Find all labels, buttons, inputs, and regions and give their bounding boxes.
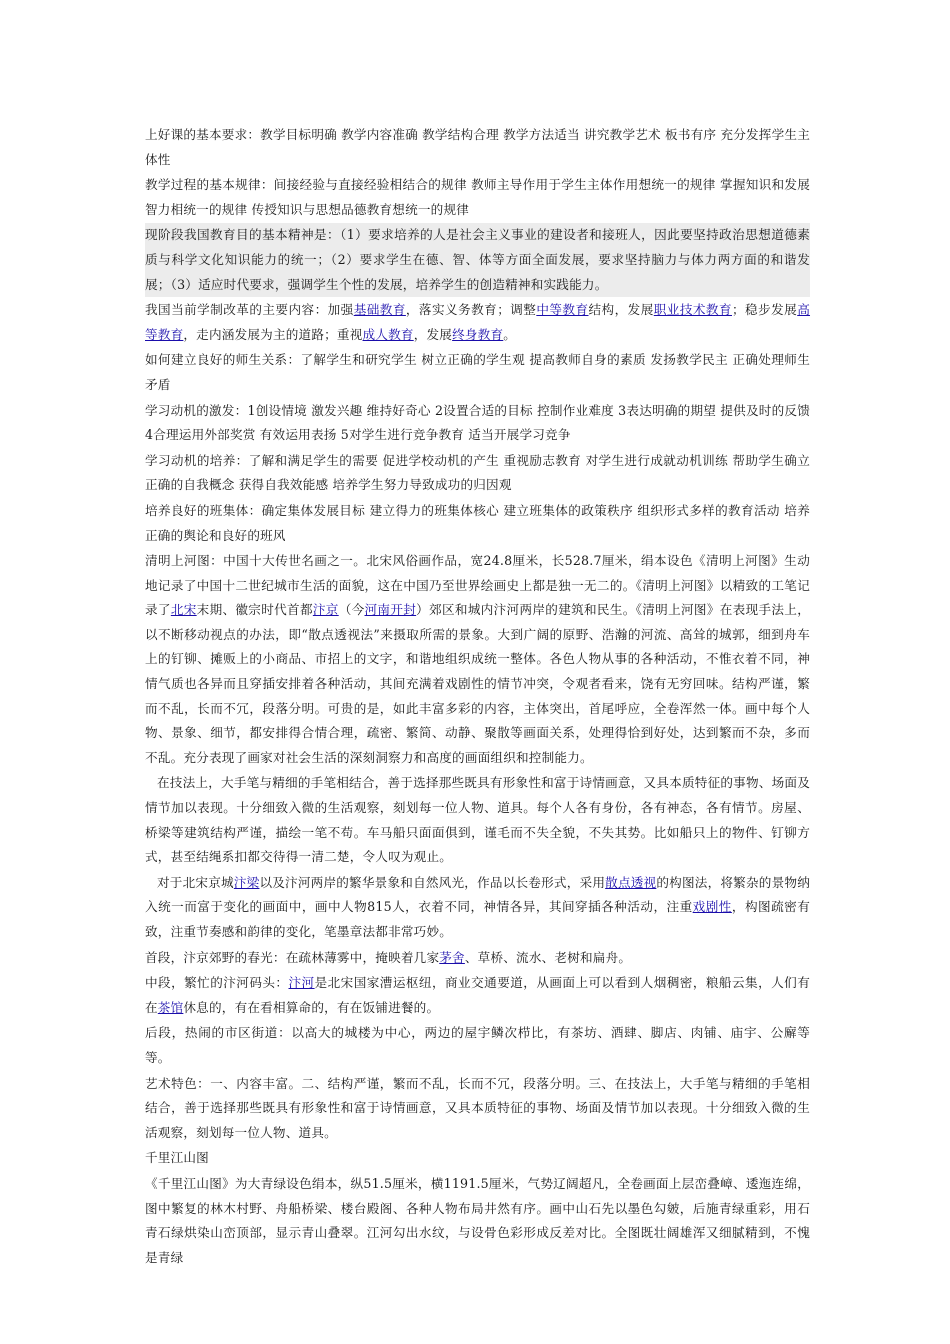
paragraph-p2 — [145, 173, 810, 222]
hyperlink[interactable]: 职业技术教育 — [653, 302, 732, 318]
paragraph-p12 — [145, 946, 810, 971]
hyperlink[interactable]: 茅舍 — [439, 949, 465, 965]
text-run: ，走内涵发展为主的道路；重视 — [183, 326, 363, 342]
text-run: （今 — [338, 602, 365, 618]
paragraph-p17 — [145, 1172, 810, 1270]
document-body — [145, 123, 810, 1270]
text-run: 上好课的基本要求：教学目标明确 教学内容准确 教学结构合理 教学方法适当 讲究教学艺术 板书有序 充分发挥学生主体性 — [145, 127, 810, 167]
paragraph-p1 — [145, 123, 810, 172]
hyperlink[interactable]: 汴河 — [288, 975, 315, 991]
paragraph-p14 — [145, 1021, 810, 1070]
paragraph-p3 — [145, 223, 810, 297]
text-run: 《千里江山图》为大青绿设色绢本，纵51.5厘米，横1191.5厘米，气势辽阔超凡，全卷画面上层峦叠嶂、逶迤连绵，图中繁复的林木村野、舟船桥梁、楼台殿阁、各种人物布局井然有序。画中山石先以墨色勾皴，后施青绿重彩，用石青石绿烘染山峦顶部，显示青山叠翠。江河勾出水纹，与设骨色彩形成反差对比。全图既壮阔雄浑又细腻精到，不愧是青绿 — [145, 1175, 810, 1265]
paragraph-p15 — [145, 1072, 810, 1146]
text-run: 如何建立良好的师生关系：了解学生和研究学生 树立正确的学生观 提高教师自身的素质 发扬教学民主 正确处理师生矛盾 — [145, 352, 810, 392]
text-run: 末期、徽宗时代首都 — [196, 602, 313, 618]
text-run: ）郊区和城内汴河两岸的建筑和民生。《清明上河图》在表现手法上，以不断移动视点的办法，即“散点透视法”来摄取所需的景象。大到广阔的原野、浩瀚的河流、高耸的城郭，细到舟车上的钉铆、摊贩上的小商品、市招上的文字，和谐地组织成统一整体。各色人物从事的各种活动，不惟衣着不同，神情气质也各异而且穿插安排着各种活动，其间充满着戏剧性的情节冲突，令观者看来，饶有无穷回味。结构严谨，繁而不乱，长而不冗，段落分明。可贵的是，如此丰富多彩的内容，主体突出，首尾呼应，全卷浑然一体。画中每个人物、景象、细节，都安排得合情合理，疏密、繁简、动静、聚散等画面关系，处理得恰到好处，达到繁而不杂，多而不乱。充分表现了画家对社会生活的深刻洞察力和高度的画面组织和控制能力。 — [145, 602, 810, 765]
paragraph-p11 — [145, 871, 810, 945]
paragraph-p10 — [145, 771, 810, 869]
text-run: 在技法上，大手笔与精细的手笔相结合，善于选择那些既具有形象性和富于诗情画意，又具本质特征的事物、场面及情节加以表现。十分细致入微的生活观察，刻划每一位人物、道具。每个人各有身份，各有神态，各有情节。房屋、桥梁等建筑结构严谨，描绘一笔不苟。车马船只面面俱到，谨毛而不失全貌，不失其势。比如船只上的物件、钉铆方式，甚至结绳系扣都交待得一清二楚，令人叹为观止。 — [145, 775, 810, 865]
text-run: 我国当前学制改革的主要内容：加强 — [145, 302, 354, 318]
hyperlink[interactable]: 中等教育 — [536, 302, 589, 318]
text-run: 清明上河图：中国十大传世名画之一。北宋风俗画作品，宽24.8厘米，长528.7厘米，绢本设色《清明上河图》生动地记录了中国十二世纪城市生活的面貌，这在中国乃至世界绘画史上都是独一无二的。《清明上河图》以精致的工笔记录了 — [145, 553, 810, 618]
text-run: 后段，热闹的市区街道：以高大的城楼为中心，两边的屋宇鳞次栉比，有茶坊、酒肆、脚店、肉铺、庙宇、公廨等等。 — [145, 1025, 810, 1065]
text-run: 千里江山图 — [145, 1150, 209, 1166]
text-run: ，落实义务教育；调整 — [405, 302, 537, 318]
hyperlink[interactable]: 北宋 — [170, 602, 197, 618]
paragraph-p9 — [145, 549, 810, 770]
paragraph-p16 — [145, 1146, 810, 1171]
text-run: 结构，发展 — [588, 302, 654, 318]
text-run: 是北宋国家漕运枢纽，商业交通要道，从画面上可以看到人烟稠密，粮船云集，人们有在 — [145, 975, 810, 1015]
paragraph-p7 — [145, 449, 810, 498]
text-run: 首段，汴京郊野的春光：在疏林薄雾中，掩映着几家 — [145, 949, 440, 965]
hyperlink[interactable]: 散点透视 — [605, 874, 657, 890]
hyperlink[interactable]: 汴京 — [312, 602, 339, 618]
hyperlink[interactable]: 终身教育 — [452, 326, 504, 342]
text-run: 学习动机的激发：1创设情境 激发兴趣 维持好奇心 2设置合适的目标 控制作业难度 3表达明确的期望 提供及时的反馈 4合理运用外部奖赏 有效运用表扬 5对学生进行竞争教育 适当开展学习竞争 — [145, 402, 810, 443]
text-run: 以及汴河两岸的繁华景象和自然风光，作品以长卷形式，采用 — [259, 874, 606, 890]
paragraph-p8 — [145, 499, 810, 548]
text-run: 学习动机的培养：了解和满足学生的需要 促进学校动机的产生 重视励志教育 对学生进行成就动机训练 帮助学生确立正确的自我概念 获得自我效能感 培养学生努力导致成功的归因观 — [145, 452, 810, 493]
text-run: ；稳步发展 — [732, 302, 798, 318]
hyperlink[interactable]: 汴梁 — [233, 874, 260, 890]
hyperlink[interactable]: 成人教育 — [362, 326, 414, 342]
hyperlink[interactable]: 河南开封 — [364, 602, 417, 618]
paragraph-p5 — [145, 348, 810, 397]
hyperlink[interactable]: 茶馆 — [157, 999, 184, 1015]
text-run: 现阶段我国教育目的基本精神是：（1）要求培养的人是社会主义事业的建设者和接班人，因此要坚持政治思想道德素质与科学文化知识能力的统一；（2）要求学生在德、智、体等方面全面发展，要求坚持脑力与体力两方面的和谐发展；（3）适应时代要求，强调学生个性的发展，培养学生的创造精神和实践能力。 — [145, 227, 810, 292]
hyperlink[interactable]: 戏剧性 — [692, 899, 732, 915]
paragraph-p4 — [145, 298, 810, 347]
paragraph-p13 — [145, 971, 810, 1020]
paragraph-p6 — [145, 399, 810, 448]
hyperlink[interactable]: 基础教育 — [353, 302, 406, 318]
text-run: 教学过程的基本规律：间接经验与直接经验相结合的规律 教师主导作用于学生主体作用想统一的规律 掌握知识和发展智力相统一的规律 传授知识与思想品德教育想统一的规律 — [145, 177, 810, 217]
text-run: 中段，繁忙的汴河码头： — [145, 975, 289, 991]
hyperlink[interactable]: 高等教育 — [145, 302, 811, 342]
text-run: 。 — [503, 326, 517, 342]
text-run: 培养良好的班集体：确定集体发展目标 建立得力的班集体核心 建立班集体的政策秩序 组织形式多样的教育活动 培养正确的舆论和良好的班风 — [145, 502, 810, 543]
text-run: ，构图疏密有致，注重节奏感和韵律的变化，笔墨章法都非常巧妙。 — [145, 899, 811, 939]
text-run: 、草桥、流水、老树和扁舟。 — [464, 949, 632, 965]
text-run: 对于北宋京城 — [157, 874, 234, 890]
text-run: 的构图法，将繁杂的景物纳入统一而富于变化的画面中，画中人物815人，衣着不同，神情各异，其间穿插各种活动，注重 — [145, 874, 810, 915]
text-run: ，发展 — [413, 326, 453, 342]
text-run: 艺术特色：一、内容丰富。二、结构严谨，繁而不乱，长而不冗，段落分明。三、在技法上，大手笔与精细的手笔相结合，善于选择那些既具有形象性和富于诗情画意，又具本质特征的事物、场面及情节加以表现。十分细致入微的生活观察，刻划每一位人物、道具。 — [145, 1075, 810, 1140]
text-run: 休息的，有在看相算命的，有在饭铺进餐的。 — [183, 999, 440, 1015]
